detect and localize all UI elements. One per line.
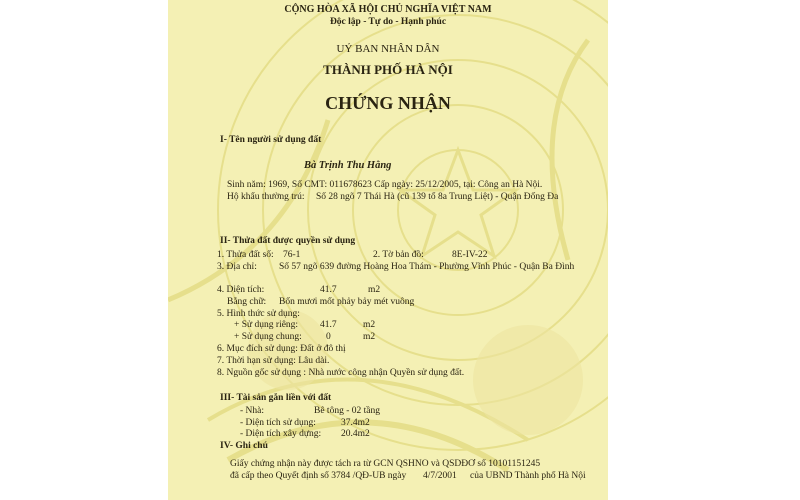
section1-heading: I- Tên người sử dụng đất [220,135,322,145]
area-words-label: Bằng chữ: [227,297,267,307]
country-name: CỘNG HÒA XÃ HỘI CHỦ NGHĨA VIỆT NAM [284,4,492,15]
document-title: CHỨNG NHẬN [325,93,451,113]
note-line-2: đã cấp theo Quyết định số 3784 /QĐ-UB ngày [230,471,407,481]
private-use-unit: m2 [363,320,376,330]
land-term: 7. Thời hạn sử dụng: Lâu dài. [217,356,330,366]
section4-heading: IV- Ghi chú [220,441,268,451]
area-label: 4. Diện tích: [217,285,265,295]
area-words-value: Bốn mươi mốt phảy bảy mét vuông [279,297,415,307]
birth-line: Sinh năm: 1969, Số CMT: 011678623 Cấp ngày: 25/12/2005, tại: Công an Hà Nội. [227,180,543,190]
built-area-label: - Diện tích xây dựng: [240,429,322,439]
land-purpose: 6. Mục đích sử dụng: Đất ở đô thị [217,344,346,354]
shared-use-unit: m2 [363,332,376,342]
committee-name: UỶ BAN NHÂN DÂN [336,43,440,55]
plot-value: 76-1 [283,250,301,260]
address-label: 3. Địa chỉ: [217,262,257,272]
address-value: Số 57 ngõ 639 đường Hoàng Hoa Thám - Phường Vĩnh Phúc - Quận Ba Đình [279,262,575,272]
area-value: 41.7 [320,285,337,295]
note-issuer: của UBND Thành phố Hà Nội [470,471,586,481]
built-area-value: 20.4m2 [341,429,370,439]
residence-label: Hộ khẩu thường trú: [227,192,305,202]
plot-label: 1. Thửa đất số: [217,250,274,260]
land-origin: 8. Nguồn gốc sử dụng : Nhà nước công nhận Quyền sử dụng đất. [217,368,465,378]
holder-name: Bà Trịnh Thu Hằng [304,160,392,171]
national-motto: Độc lập - Tự do - Hạnh phúc [329,17,447,27]
note-line-1: Giấy chứng nhận này được tách ra từ GCN QSHNO và QSDĐƠ số 10101151245 [230,459,541,469]
section3-heading: III- Tài sản gắn liền với đất [220,393,332,403]
section2-heading: II- Thửa đất được quyền sử dụng [220,236,356,246]
house-value: Bê tông - 02 tầng [314,406,380,416]
private-use-value: 41.7 [320,320,337,330]
city-name: THÀNH PHỐ HÀ NỘI [323,62,453,77]
certificate-content [168,0,608,500]
map-label: 2. Tờ bản đồ: [373,250,424,260]
usable-area-label: - Diện tích sử dụng: [240,418,316,428]
shared-use-label: + Sử dụng chung: [234,332,302,342]
note-date: 4/7/2001 [423,471,457,481]
map-value: 8E-IV-22 [452,250,488,260]
shared-use-value: 0 [326,332,331,342]
house-label: - Nhà: [240,406,265,416]
area-unit: m2 [368,285,381,295]
certificate-paper [168,0,608,500]
private-use-label: + Sử dụng riêng: [234,320,299,330]
usage-form-label: 5. Hình thức sử dụng: [217,309,300,319]
residence-value: Số 28 ngõ 7 Thái Hà (cũ 139 tổ 8a Trung Liệt) - Quận Đống Đa [316,192,559,202]
usable-area-value: 37.4m2 [341,418,370,428]
